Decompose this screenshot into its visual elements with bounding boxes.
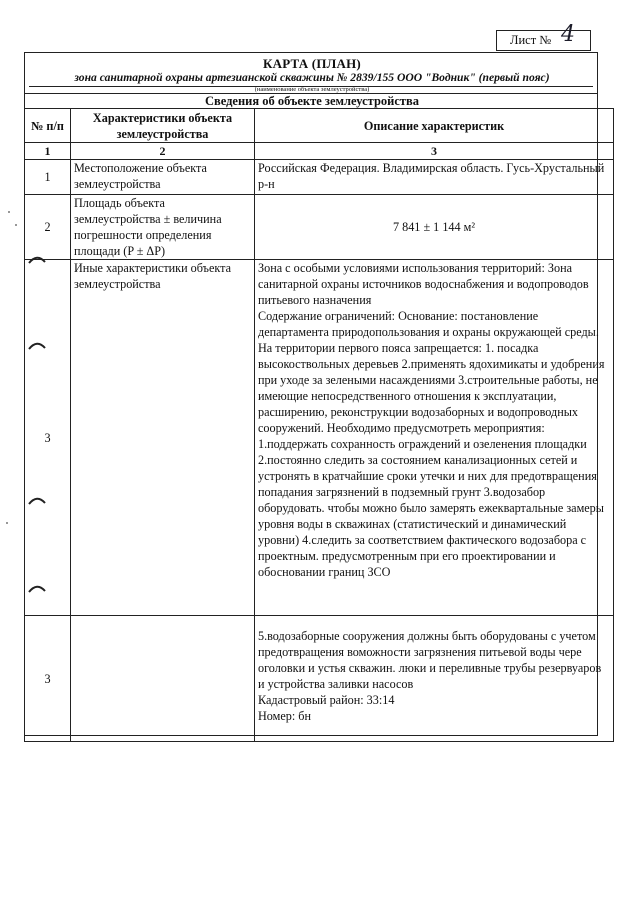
document-subtitle: зона санитарной охраны артезианской скважины № 2839/155 ООО "Водник" (первый пояс) xyxy=(74,71,550,84)
document-title: КАРТА (ПЛАН) xyxy=(263,56,361,71)
table-row xyxy=(25,195,614,260)
scan-speck xyxy=(8,211,10,213)
table-header-row xyxy=(25,109,614,143)
row-description: Зона с особыми условиями использования территорий: Зона санитарной охраны источников водоснабжения и водопроводов питьевого назначения Содержание ограничений: Основание: постановление департамента природопользования и охраны окружающей среды. На территории первого пояса запрещается: 1. посадка высокоствольных деревьев 2.применять ядохимикаты и удобрения при уходе за зелеными насаждениями 3.строительные работы, не имеющие непосредственного отношения к эксплуатации, расширению, реконструкции водозаборных и водопроводных сооружений. Необходимо предусмотреть мероприятия: 1.поддержать сохранность ограждений и озеленения площадки 2.постоянно следить за состоянием канализационных сетей и устронять в кратчайшие сроки утечки и них для предотвращения попадания загрязнений в подземный грунт 3.водозабор оборудовать. чтобы можно было замерять ежеквартальные замеры уровня воды в скважинах (статистический и динамический уровни) 4.следить за соответствием фактического водозабора с проектным. предусмотренным при его проектировании и обосновании границ ЗСО xyxy=(255,260,614,616)
column-numbers-row xyxy=(25,143,614,160)
characteristics-table xyxy=(24,108,614,742)
column-number-3: 3 xyxy=(255,143,614,160)
binding-hole-mark xyxy=(28,582,46,594)
header-number: № п/п xyxy=(25,109,71,143)
row-characteristic: Иные характеристики объекта землеустройства xyxy=(71,260,255,616)
row-number: 3 xyxy=(25,616,71,742)
table-row xyxy=(25,616,614,742)
row-characteristic xyxy=(71,616,255,742)
section-title: Сведения об объекте землеустройства xyxy=(204,94,420,108)
binding-hole-mark xyxy=(28,253,46,265)
row-number: 1 xyxy=(25,160,71,195)
row-number: 2 xyxy=(25,195,71,260)
row-description: 5.водозаборные сооружения должны быть оборудованы с учетом предотвращения воможности загрязнения питьевой воды чере оголовки и устья скважин. люки и переливные трубы резервуаров и устройства заливки насосов Кадастровый район: 33:14 Номер: бн xyxy=(255,616,614,742)
table-row xyxy=(25,160,614,195)
document-frame xyxy=(24,52,605,736)
sheet-number: 4 xyxy=(561,22,575,47)
header-characteristics: Характеристики объекта землеустройства xyxy=(71,109,255,143)
sheet-label: Лист № xyxy=(510,33,552,47)
header-description: Описание характеристик xyxy=(255,109,614,143)
column-number-2: 2 xyxy=(71,143,255,160)
sheet-number-box xyxy=(496,22,591,51)
row-characteristic: Площадь объекта землеустройства ± величина погрешности определения площади (P ± ΔP) xyxy=(71,195,255,260)
scan-speck xyxy=(15,224,17,226)
subtitle-note: (наименование объекта землеустройства) xyxy=(254,86,370,93)
row-number: 3 xyxy=(25,260,71,616)
scan-speck xyxy=(6,522,8,524)
column-number-1: 1 xyxy=(25,143,71,160)
row-description: 7 841 ± 1 144 м² xyxy=(255,195,614,260)
row-description: Российская Федерация. Владимирская область. Гусь-Хрустальный р-н xyxy=(255,160,614,195)
table-row xyxy=(25,260,614,616)
binding-hole-mark xyxy=(28,494,46,506)
binding-hole-mark xyxy=(28,339,46,351)
row-characteristic: Местоположение объекта землеустройства xyxy=(71,160,255,195)
